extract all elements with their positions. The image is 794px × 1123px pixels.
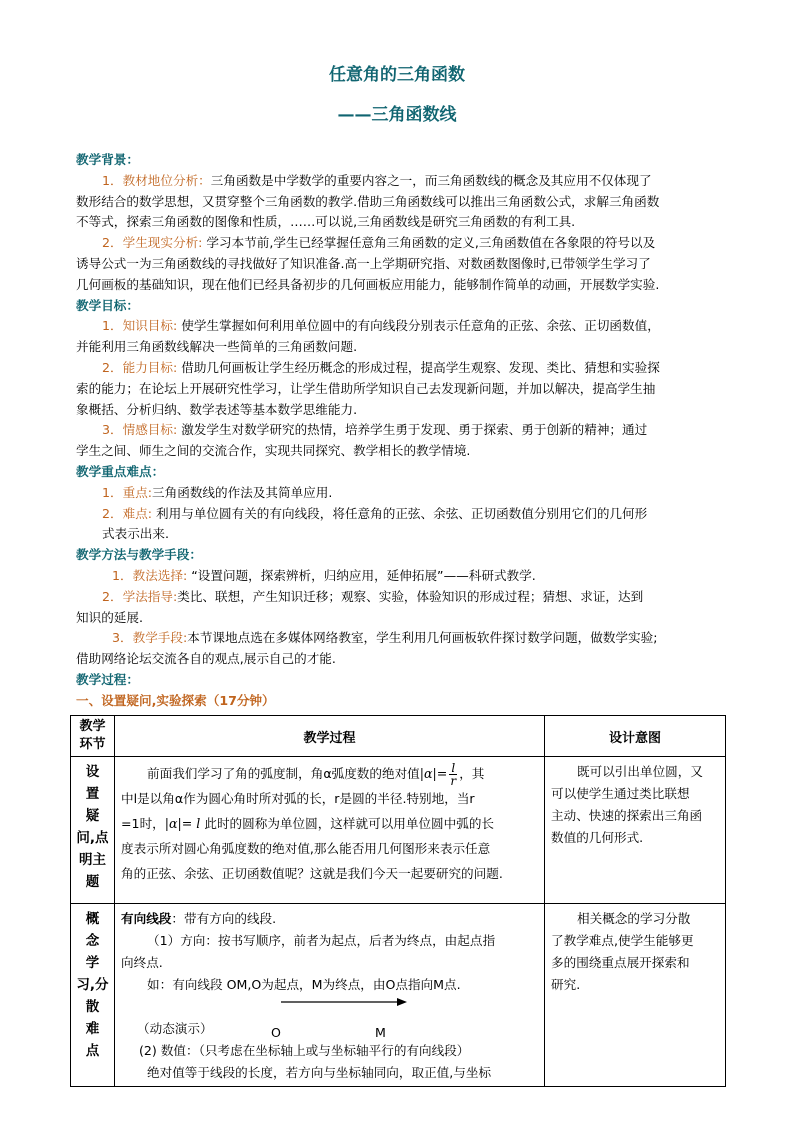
point-o-label: O — [271, 1025, 281, 1040]
row1-line5: 角的正弦、余弦、正切函数值呢？这就是我们今天一起要研究的问题. — [121, 866, 503, 881]
page-subtitle: ——三角函数线 — [337, 105, 457, 125]
table-header-row — [71, 716, 726, 757]
arrow-om-icon — [279, 996, 409, 1008]
row2-example: 如：有向线段 OM,O为起点，M为终点，由O点指向M点. — [147, 977, 461, 992]
keypoints-k2-label: 2．难点: — [102, 505, 153, 521]
background-item1-line1: 1．教材地位分析：三角函数是中学数学的重要内容之一，而三角函数线的概念及其应用不仅体现了 — [102, 172, 652, 188]
background-item2-label: 2．学生现实分析: — [102, 235, 203, 251]
keypoints-heading: 教学重点难点： — [76, 463, 165, 479]
background-item1-label: 1．教材地位分析： — [102, 172, 211, 188]
background-item2-line1: 2．学生现实分析: 学习本节前,学生已经掌握任意角三角函数的定义,三角函数值在各象限的符号以及 — [102, 235, 656, 251]
abs-alpha-equals-l: |α|= l — [164, 816, 201, 831]
row1-line3: =1时，|α|= l 此时的圆称为单位圆，这样就可以用单位圆中弧的长 — [121, 816, 495, 831]
header-stage: 教学 环节 — [71, 716, 115, 757]
row2-demo-line: （动态演示） O M — [121, 1018, 539, 1040]
methods-m3-line1: 3．教学手段:本节课地点选在多媒体网络教室，学生利用几何画板软件探讨数学问题，做数学实验; — [112, 630, 658, 646]
row1-line4: 度表示所对圆心角弧度数的绝对值,那么能否用几何图形来表示任意 — [121, 841, 491, 856]
goals-g1-line2: 并能利用三角函数线解决一些简单的三角函数问题. — [76, 339, 358, 355]
document-body — [76, 150, 722, 712]
methods-m3-label: 3．教学手段: — [112, 630, 188, 646]
table-row — [71, 904, 726, 1087]
row2-def: 有向线段：带有方向的线段. — [121, 911, 277, 926]
keypoints-k2-line2: 式表示出来. — [102, 526, 169, 542]
goals-g1-label: 1．知识目标: — [102, 318, 178, 334]
methods-m3-line2: 借助网络论坛交流各自的观点,展示自己的才能. — [76, 651, 336, 667]
abs-alpha: |α| — [419, 766, 437, 781]
keypoints-k1-label: 1．重点: — [102, 484, 153, 500]
row1-intent: 既可以引出单位圆，又 可以使学生通过类比联想 主动、快速的探索出三角函 数值的几何形式. — [545, 757, 726, 904]
goals-g3-label: 3．情感目标: — [102, 422, 178, 438]
row2-value-line2: 绝对值等于线段的长度，若方向与坐标轴同向，取正值,与坐标 — [147, 1065, 492, 1080]
row2-intent: 相关概念的学习分散 了教学难点,使学生能够更 多的围绕重点展开探索和 研究. — [545, 904, 726, 1087]
row2-direction-line2: 向终点. — [121, 955, 163, 970]
goals-g3-line1: 3．情感目标: 激发学生对数学研究的热情，培养学生勇于发现、勇于探索、勇于创新的精神；通过 — [102, 422, 648, 438]
methods-m2-line1: 2．学法指导:类比、联想，产生知识迁移；观察、实验，体验知识的形成过程；猜想、求证，达到 — [102, 588, 644, 604]
row2-value-line1: (2) 数值：（只考虑在坐标轴上或与坐标轴平行的有向线段） — [139, 1043, 470, 1058]
directed-segment-figure — [121, 996, 539, 1018]
table-row — [71, 757, 726, 904]
background-item2-line2: 诱导公式一为三角函数线的寻找做好了知识准备.高一上学期研究指、对数函数图像时,已带领学生学习了 — [76, 255, 651, 271]
background-item2-line3: 几何画板的基础知识，现在他们已经具备初步的几何画板应用能力，能够制作简单的动画，开展数学实验. — [76, 276, 660, 292]
row1-line1: 前面我们学习了角的弧度制，角α弧度数的绝对值|α|= $\frac{l}{r}$ ，其 — [147, 761, 485, 786]
header-process: 教学过程 — [115, 716, 545, 757]
goals-g3-line2: 学生之间、师生之间的交流合作，实现共同探究、教学相长的教学情境. — [76, 443, 471, 459]
goals-heading: 教学目标： — [76, 297, 139, 313]
row2-process — [115, 904, 545, 1087]
process-heading: 教学过程： — [76, 671, 139, 687]
methods-m2-line2: 知识的延展. — [76, 609, 143, 625]
goals-g2-line2: 索的能力；在论坛上开展研究性学习，让学生借助所学知识自己去发现新问题，并加以解决，提高学生抽 — [76, 380, 656, 396]
background-item1-line2: 数形结合的数学思想，又贯穿整个三角函数的教学.借助三角函数线可以推出三角函数公式，求解三角函数 — [76, 193, 660, 209]
point-m-label: M — [375, 1025, 386, 1040]
methods-m1-label: 1．教法选择: — [112, 567, 188, 583]
fraction-l-over-r: $\frac{l}{r}$ — [450, 761, 457, 786]
row1-process — [115, 757, 545, 904]
row2-direction-line1: （1）方向：按书写顺序，前者为起点，后者为终点，由起点指 — [147, 933, 496, 948]
methods-m1-line: 1．教法选择: “设置问题，探索辨析，归纳应用，延伸拓展”——科研式教学. — [112, 567, 536, 583]
methods-heading: 教学方法与教学手段： — [76, 547, 202, 563]
row2-stage: 概 念 学 习,分 散 难 点 — [71, 904, 115, 1087]
row1-line2: 中l是以角α作为圆心角时所对弧的长，r是圆的半径.特别地，当r — [121, 791, 475, 806]
background-item1-line3: 不等式，探索三角函数的图像和性质，……可以说,三角函数线是研究三角函数的有利工具. — [76, 214, 576, 230]
goals-g2-label: 2．能力目标: — [102, 359, 178, 375]
header-intent: 设计意图 — [545, 716, 726, 757]
keypoints-k1-line: 1．重点:三角函数线的作法及其简单应用. — [102, 484, 333, 500]
goals-g2-line1: 2．能力目标: 借助几何画板让学生经历概念的形成过程，提高学生观察、发现、类比、猜想和实验探 — [102, 359, 660, 375]
methods-m2-label: 2．学法指导: — [102, 588, 178, 604]
row1-stage: 设 置 疑 问,点 明主 题 — [71, 757, 115, 904]
page-title: 任意角的三角函数 — [329, 65, 465, 85]
process-section1-title: 一、设置疑问,实验探索（17分钟） — [76, 692, 275, 708]
goals-g2-line3: 象概括、分析归纳、数学表述等基本数学思维能力. — [76, 401, 358, 417]
keypoints-k2-line1: 2．难点: 利用与单位圆有关的有向线段，将任意角的正弦、余弦、正切函数值分别用它们的几何形 — [102, 505, 648, 521]
goals-g1-line1: 1．知识目标: 使学生掌握如何利用单位圆中的有向线段分别表示任意角的正弦、余弦、正切函数值， — [102, 318, 660, 334]
background-heading: 教学背景： — [76, 152, 139, 167]
process-table — [70, 715, 726, 1087]
